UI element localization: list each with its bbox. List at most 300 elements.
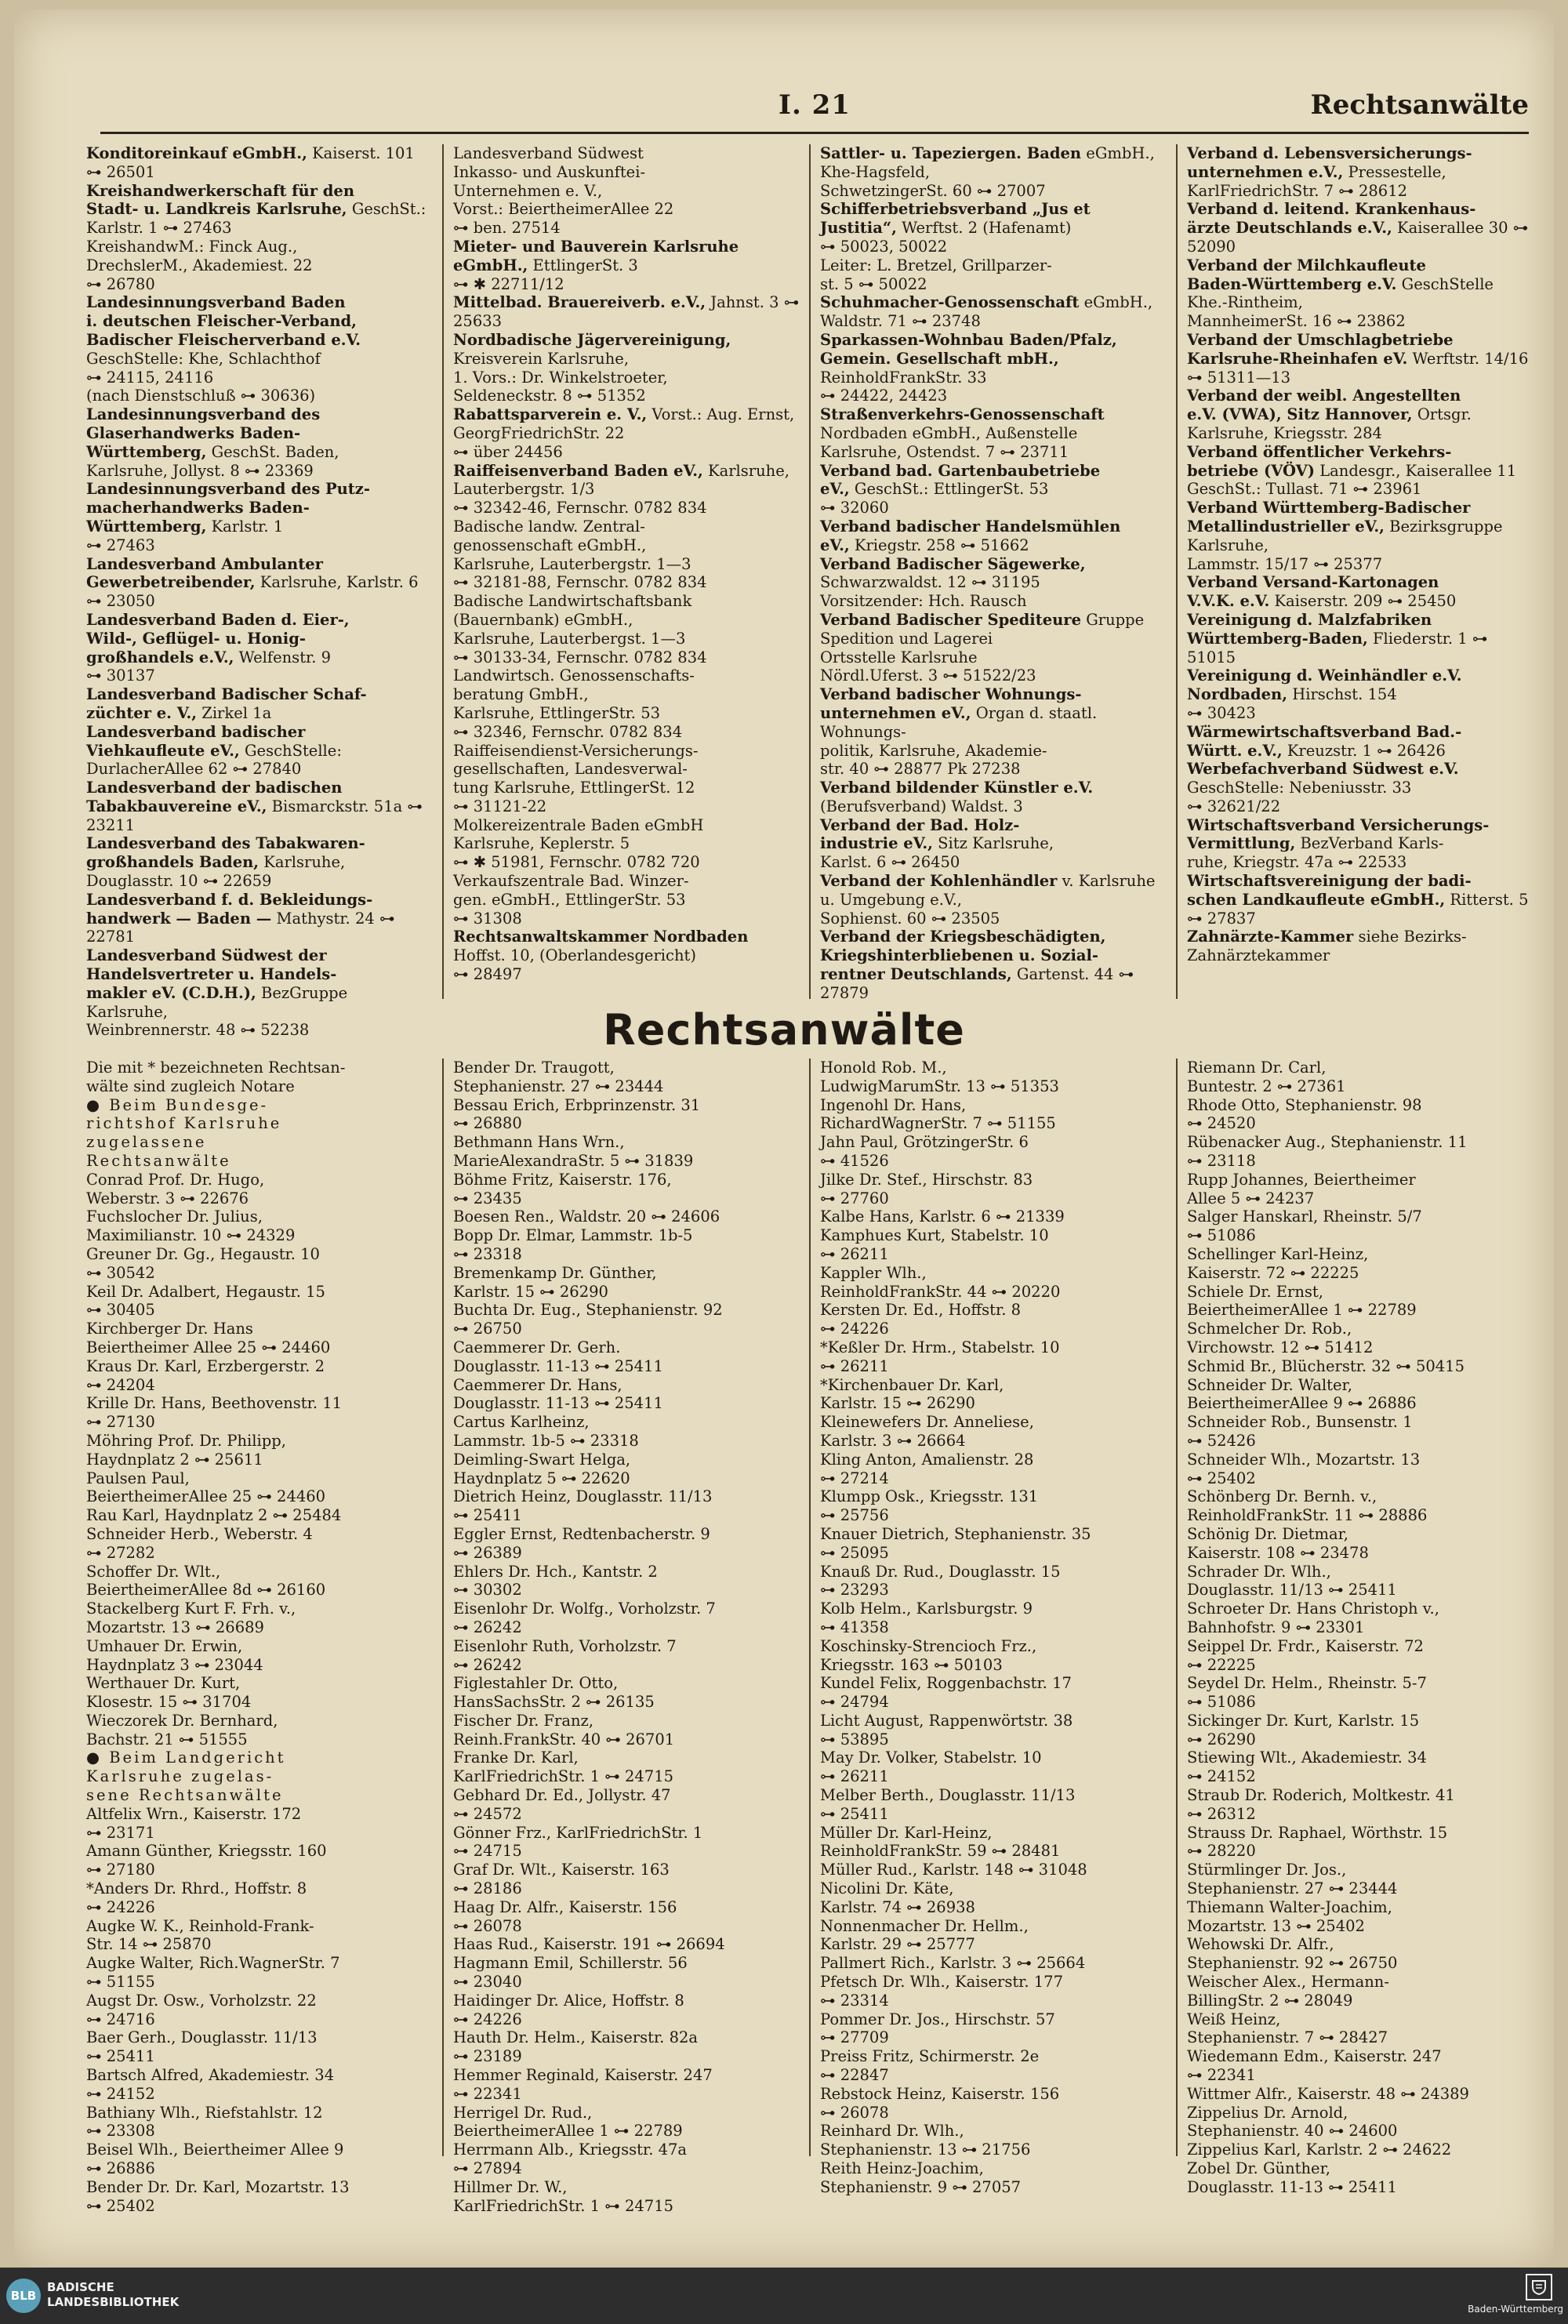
lawyer-entry: Graf Dr. Wlt., Kaiserstr. 163 ⊶ 28186 [453,1861,670,1898]
lawyer-entry: Greuner Dr. Gg., Hegaustr. 10 ⊶ 30542 [86,1244,320,1282]
entry-name: Verband der Milchkaufleute Baden-Württemberg e.V. [1187,256,1426,293]
lawyer-entry: Kappler Wlh., ReinholdFrankStr. 44 ⊶ 20220 [820,1263,1061,1301]
lawyer-entry: Kleinewefers Dr. Anneliese, Karlstr. 3 ⊶ 26664 [820,1413,1034,1450]
entry-details: siehe Bezirks-Zahnärztekammer [1187,928,1467,965]
entry-name: Kreishandwerkerschaft für den Stadt- u. Landkreis Karlsruhe, [86,181,354,219]
lawyer-entry: Pfetsch Dr. Wlh., Kaiserstr. 177 ⊶ 23314 [820,1973,1063,2010]
entry-name: Vereinigung d. Weinhändler e.V. Nordbaden, [1187,666,1462,704]
directory-entry [820,872,1167,928]
entry-details: Schwarzwaldst. 12 ⊶ 31195 Vorsitzender: Hch. Rausch [820,573,1040,611]
lawyer-entry: Die mit * bezeichneten Rechtsan- wälte sind zugleich Notare [86,1059,346,1095]
entry-details: Gartenst. 44 ⊶ 27879 [820,965,1134,1002]
entry-details: BezVerband Karls- ruhe, Kriegstr. 47a ⊶ 22533 [1187,834,1444,872]
directory-entry [453,666,800,741]
entry-name: Landesinnungsverband des Putz- macherhandwerks Baden- Württemberg, [86,480,370,536]
directory-entry [1187,816,1534,872]
lawyer-entry: Beisel Wlh., Beiertheimer Allee 9 ⊶ 26886 [86,2141,344,2178]
entry-name: Verband Württemberg-Badischer Metallindustrieller eV., [1187,499,1471,536]
lawyer-entry: Hillmer Dr. W., KarlFriedrichStr. 1 ⊶ 24715 [453,2177,674,2215]
directory-entry [453,517,800,592]
entry-details: eGmbH., Waldstr. 71 ⊶ 23748 [820,293,1153,331]
lawyer-entry: Müller Rud., Karlstr. 148 ⊶ 31048 [820,1861,1087,1879]
lawyer-entry: Bathiany Wlh., Riefstahlstr. 12 ⊶ 23308 [86,2103,323,2141]
entry-name: Landesverband f. d. Bekleidungs- handwerk — Baden — [86,890,373,928]
entry-details: Kaiserallee 30 ⊶ 52090 [1187,219,1529,256]
entry-name: Schifferbetriebsverband „Jus et Justitia“, [820,200,1091,238]
lawyer-entry: Haag Dr. Alfr., Kaiserstr. 156 ⊶ 26078 [453,1897,677,1935]
lawyer-entry: Fuchslocher Dr. Julius, Maximilianstr. 10 ⊶ 24329 [86,1207,296,1245]
entry-details: Badische Landwirtschaftsbank (Bauernbank) eGmbH., Karlsruhe, Lauterbergst. 1—3 ⊶ 30133-34, Fernschr. 0782 834 [453,592,707,666]
lawyer-entry: *Keßler Dr. Hrm., Stabelstr. 10 ⊶ 26211 [820,1338,1060,1375]
lawyer-entry: Sickinger Dr. Kurt, Karlstr. 15 ⊶ 26290 [1187,1711,1420,1748]
entry-name: Landesinnungsverband des Glaserhandwerks Baden- Württemberg, [86,405,321,461]
library-footer [0,2268,1568,2324]
directory-entry [453,405,800,461]
lawyer-entry: Pallmert Rich., Karlstr. 3 ⊶ 25664 [820,1954,1086,1973]
lawyer-entry: Buchta Dr. Eug., Stephanienstr. 92 ⊶ 26750 [453,1301,723,1338]
top-column-2 [442,144,809,999]
directory-entry [453,742,800,816]
directory-entry [453,872,800,928]
directory-entry [1187,387,1534,442]
lawyer-entry: Haidinger Dr. Alice, Hoffstr. 8 ⊶ 24226 [453,1991,684,2028]
entry-details: Pressestelle, KarlFriedrichStr. 7 ⊶ 28612 [1187,162,1446,200]
entry-name: Wirtschaftsvereinigung der badi- schen Landkaufleute eGmbH., [1187,872,1472,909]
entry-details: Karlstr. 1 ⊶ 27463 [86,517,284,554]
lawyer-entry: Bethmann Hans Wrn., MarieAlexandraStr. 5 ⊶ 31839 [453,1133,694,1170]
entry-details: Gruppe Spedition und Lagerei Ortsstelle Karlsruhe Nördl.Uferst. 3 ⊶ 51522/23 [820,610,1145,685]
lawyer-entry: Knauß Dr. Rud., Douglasstr. 15 ⊶ 23293 [820,1562,1061,1600]
entry-name: Verband d. leitend. Krankenhaus- ärzte Deutschlands e.V., [1187,200,1476,238]
entry-details: GeschStelle Khe.-Rintheim, MannheimerSt. 16 ⊶ 23862 [1187,274,1494,331]
entry-name: Landesverband Südwest der Handelsvertreter u. Handels- makler eV. (C.D.H.), [86,946,337,1002]
directory-entry [453,816,800,872]
entry-details: GeschStelle: Khe, Schlachthof ⊶ 24115, 24116 (nach Dienstschluß ⊶ 30636) [86,349,321,405]
entry-details: Karlsruhe, Lauterbergstr. 1/3 ⊶ 32342-46, Fernschr. 0782 834 [453,461,789,517]
lawyer-entry: Salger Hanskarl, Rheinstr. 5/7 ⊶ 51086 [1187,1207,1422,1245]
entry-name: Verband bildender Künstler e.V. [820,779,1094,797]
entry-name: Rabattsparverein e. V., [453,405,648,424]
lawyer-entry: Herrmann Alb., Kriegsstr. 47a ⊶ 27894 [453,2141,688,2178]
directory-entry [86,144,433,182]
lawyer-entry: Wiedemann Edm., Kaiserstr. 247 ⊶ 22341 [1187,2047,1442,2085]
directory-entry [820,293,1167,331]
entry-details: GeschSt.: EttlingerSt. 53 ⊶ 32060 [820,480,1049,517]
entry-name: Landesinnungsverband Baden i. deutschen Fleischer-Verband, Badischer Fleischerverband e.V. [86,293,361,349]
lawyer-entry: Weiß Heinz, Stephanienstr. 7 ⊶ 28427 [1187,2010,1388,2047]
entry-name: Wärmewirtschaftsverband Bad.- Württ. e.V., [1187,722,1462,760]
lawyer-entry: Schrader Dr. Wlh., Douglasstr. 11/13 ⊶ 25411 [1187,1562,1397,1600]
directory-entry [820,685,1167,779]
entry-details: Werftst. 2 (Hafenamt) ⊶ 50023, 50022 Leiter: L. Bretzel, Grillparzer- st. 5 ⊶ 50022 [820,219,1072,293]
entry-name: Verband der Bad. Holz- industrie eV., [820,815,1020,853]
lawyer-entry: Caemmerer Dr. Gerh. Douglasstr. 11-13 ⊶ 25411 [453,1338,663,1375]
entry-name: Verband der Umschlagbetriebe Karlsruhe-Rheinhafen eV. [1187,330,1454,368]
entry-name: Landesverband der badischen Tabakbauvereine eV., [86,779,343,815]
directory-entry [453,293,800,331]
directory-entry [86,834,433,890]
lawyer-entry: Schmelcher Dr. Rob., Virchowstr. 12 ⊶ 51412 [1187,1320,1374,1356]
directory-entry [820,405,1167,461]
entry-details: GeschSt.: Karlstr. 1 ⊶ 27463 KreishandwM.: Finck Aug., DrechslerM., Akademiest. 22 ⊶ 26780 [86,200,426,293]
lawyer-entry: Altfelix Wrn., Kaiserstr. 172 ⊶ 23171 [86,1804,302,1842]
lawyer-entry: Boesen Ren., Waldstr. 20 ⊶ 24606 [453,1207,720,1226]
lawyer-entry: Straub Dr. Roderich, Moltkestr. 41 ⊶ 26312 [1187,1786,1455,1823]
lawyer-entry: Zobel Dr. Günther, Douglasstr. 11-13 ⊶ 25411 [1187,2159,1397,2196]
lawyer-entry: Umhauer Dr. Erwin, Haydnplatz 3 ⊶ 23044 [86,1636,263,1674]
entry-name: Sparkassen-Wohnbau Baden/Pfalz, Gemein. Gesellschaft mbH., [820,330,1117,368]
lawyer-entry: Kamphues Kurt, Stabelstr. 10 ⊶ 26211 [820,1226,1049,1263]
lawyer-entry: Cartus Karlheinz, Lammstr. 1b-5 ⊶ 23318 [453,1413,639,1450]
lawyer-entry: Haas Rud., Kaiserstr. 191 ⊶ 26694 [453,1935,725,1954]
lawyer-entry: Melber Berth., Douglasstr. 11/13 ⊶ 25411 [820,1786,1076,1823]
running-title: Rechtsanwälte [1310,89,1529,121]
directory-entry [1187,200,1534,256]
entry-details: GeschSt. Baden, Karlsruhe, Jollyst. 8 ⊶ 23369 [86,442,339,480]
blb-logo: BLB [6,2279,41,2313]
directory-entry [820,200,1167,293]
top-column-4 [1176,144,1543,999]
lawyer-entry: Riemann Dr. Carl, Buntestr. 2 ⊶ 27361 [1187,1059,1346,1095]
lawyer-entry: Bender Dr. Dr. Karl, Mozartstr. 13 ⊶ 25402 [86,2177,350,2215]
directory-entry [820,462,1167,517]
entry-name: Mieter- und Bauverein Karlsruhe eGmbH., [453,237,739,274]
entry-name: Konditoreinkauf eGmbH., [86,144,307,162]
entry-details: eGmbH., Khe-Hagsfeld, SchwetzingerSt. 60 ⊶ 27007 [820,144,1155,200]
lawyer-entry: Kundel Felix, Roggenbachstr. 17 ⊶ 24794 [820,1674,1072,1712]
directory-entry [453,928,800,983]
lawyer-entry: Bremenkamp Dr. Günther, Karlstr. 15 ⊶ 26290 [453,1263,657,1301]
lawyer-entry: Stiewing Wlt., Akademiestr. 34 ⊶ 24152 [1187,1748,1427,1786]
entry-details: Organ d. staatl. Wohnungs- politik, Karlsruhe, Akademie- str. 40 ⊶ 28877 Pk 27238 [820,703,1098,779]
entry-name: Verband d. Lebensversicherungs- unternehmen e.V., [1187,144,1472,181]
directory-entry [1187,872,1534,928]
entry-details: Kaiserst. 101 ⊶ 26501 [86,144,415,181]
lawyer-entry: Schönberg Dr. Bernh. v., ReinholdFrankStr. 11 ⊶ 28886 [1187,1487,1428,1525]
bottom-column-3 [809,1059,1176,2196]
entry-name: Verband der weibl. Angestellten e.V. (VWA), Sitz Hannover, [1187,387,1461,424]
entry-details: Vorst.: Aug. Ernst, GeorgFriedrichStr. 22 ⊶ über 24456 [453,405,795,461]
entry-name: Verband der Kohlenhändler [820,872,1058,891]
lawyer-entry: Bender Dr. Traugott, Stephanienstr. 27 ⊶ 23444 [453,1059,664,1095]
entry-details: Jahnst. 3 ⊶ 25633 [453,293,800,331]
entry-name: Mittelbad. Brauereiverb. e.V., [453,293,706,312]
page-number: I. 21 [779,89,851,121]
entry-details: Karlsruhe, Karlstr. 6 ⊶ 23050 [86,573,419,611]
entry-name: Verband Badischer Spediteure [820,610,1081,629]
directory-entry [1187,499,1534,573]
entry-name: Landesverband Baden d. Eier-, Wild-, Geflügel- u. Honig- großhandels e.V., [86,610,350,666]
entry-name: Nordbadische Jägervereinigung, [453,330,731,349]
directory-entry [1187,331,1534,387]
lawyer-entry: *Kirchenbauer Dr. Karl, Karlstr. 15 ⊶ 26290 [820,1375,1004,1413]
directory-entry [86,779,433,834]
lawyer-entry: Rau Karl, Haydnplatz 2 ⊶ 25484 [86,1506,342,1525]
lawyer-entry: Hauth Dr. Helm., Kaiserstr. 82a ⊶ 23189 [453,2028,699,2066]
lawyer-entry: Schneider Dr. Walter, BeiertheimerAllee 9 ⊶ 26886 [1187,1375,1417,1413]
directory-entry [1187,666,1534,722]
lawyer-entry: Ingenohl Dr. Hans, RichardWagnerStr. 7 ⊶ 51155 [820,1095,1056,1133]
entry-name: Verband öffentlicher Verkehrs- betriebe (VÖV) [1187,442,1452,480]
lawyer-entry: Rebstock Heinz, Kaiserstr. 156 ⊶ 26078 [820,2084,1060,2122]
lawyer-entry: Deimling-Swart Helga, Haydnplatz 5 ⊶ 22620 [453,1450,631,1487]
library-name: BADISCHE LANDESBIBLIOTHEK [47,2280,180,2309]
lawyer-entry: Schneider Rob., Bunsenstr. 1 ⊶ 52426 [1187,1413,1413,1450]
directory-entry [820,779,1167,816]
lawyer-entry: Zippelius Karl, Karlstr. 2 ⊶ 24622 [1187,2141,1452,2159]
entry-details: Landesverband Südwest Inkasso- und Auskunftei- Unternehmen e. V., Vorst.: BeiertheimerAllee 22 ⊶ ben. 27514 [453,144,674,238]
entry-details: Kreisverein Karlsruhe, 1. Vors.: Dr. Winkelstroeter, Seldeneckstr. 8 ⊶ 51352 [453,349,668,405]
lawyer-entry: Rupp Johannes, Beiertheimer Allee 5 ⊶ 24237 [1187,1170,1416,1207]
lawyer-entry: Augke Walter, Rich.WagnerStr. 7 ⊶ 51155 [86,1954,340,1992]
directory-entry [820,331,1167,405]
directory-entry [1187,760,1534,815]
entry-details: Bezirksgruppe Karlsruhe, Lammstr. 15/17 ⊶ 25377 [1187,517,1503,573]
lawyer-entry: Eisenlohr Dr. Wolfg., Vorholzstr. 7 ⊶ 26242 [453,1600,716,1636]
entry-name: Rechtsanwaltskammer Nordbaden [453,928,749,946]
lawyer-entry: Augst Dr. Osw., Vorholzstr. 22 ⊶ 24716 [86,1991,317,2028]
entry-name: Zahnärzte-Kammer [1187,928,1354,946]
entry-details: GeschStelle: Nebeniusstr. 33 ⊶ 32621/22 [1187,779,1412,815]
entry-name: Schuhmacher-Genossenschaft [820,293,1080,312]
lawyer-entry: Gönner Frz., KarlFriedrichStr. 1 ⊶ 24715 [453,1823,703,1861]
directory-entry [1187,723,1534,761]
entry-details: Ritterst. 5 ⊶ 27837 [1187,890,1529,928]
lawyer-entry: Rübenacker Aug., Stephanienstr. 11 ⊶ 23118 [1187,1133,1468,1170]
directory-entry [86,555,433,611]
entry-name: Landesverband des Tabakwaren- großhandels Baden, [86,834,365,872]
directory-entry [820,928,1167,1002]
lawyer-entry: Fischer Dr. Franz, Reinh.FrankStr. 40 ⊶ 26701 [453,1711,675,1748]
entry-details: Sitz Karlsruhe, Karlst. 6 ⊶ 26450 [820,834,1054,872]
entry-name: Landesverband badischer Viehkaufleute eV., [86,722,306,760]
entry-details: Nordbaden eGmbH., Außenstelle Karlsruhe, Ostendst. 7 ⊶ 23711 [820,423,1078,461]
entry-details: Fliederstr. 1 ⊶ 51015 [1187,629,1488,666]
lawyer-entry: Dietrich Heinz, Douglasstr. 11/13 ⊶ 25411 [453,1487,713,1525]
lawyer-entry: Preiss Fritz, Schirmerstr. 2e ⊶ 22847 [820,2047,1040,2085]
entry-name: Verband der Kriegsbeschädigten, Kriegshinterbliebenen u. Sozial- rentner Deutschlands, [820,928,1106,984]
lawyer-entry: Hemmer Reginald, Kaiserstr. 247 ⊶ 22341 [453,2066,713,2103]
entry-details: Kaiserstr. 209 ⊶ 25450 [1274,592,1457,611]
entry-details: Hirschst. 154 ⊶ 30423 [1187,685,1397,722]
lawyer-entry: Baer Gerh., Douglasstr. 11/13 ⊶ 25411 [86,2028,318,2066]
lawyer-entry: Schiele Dr. Ernst, BeiertheimerAllee 1 ⊶ 22789 [1187,1282,1417,1320]
directory-entry [453,238,800,293]
lawyer-entry: Kolb Helm., Karlsburgstr. 9 ⊶ 41358 [820,1600,1033,1636]
lawyer-entry: Bopp Dr. Elmar, Lammstr. 1b-5 ⊶ 23318 [453,1226,693,1263]
lawyer-entry: Zippelius Dr. Arnold, Stephanienstr. 40 ⊶ 24600 [1187,2103,1398,2141]
lawyer-entry: Schneider Herb., Weberstr. 4 ⊶ 27282 [86,1524,313,1562]
entry-details: Landesgr., Kaiserallee 11 GeschSt.: Tullast. 71 ⊶ 23961 [1187,461,1517,499]
lawyer-entry: Schoffer Dr. Wlt., BeiertheimerAllee 8d ⊶ 26160 [86,1562,326,1600]
lawyer-entry: Honold Rob. M., LudwigMarumStr. 13 ⊶ 51353 [820,1059,1059,1095]
lawyer-entry: Wehowski Dr. Alfr., Stephanienstr. 92 ⊶ 26750 [1187,1935,1398,1973]
lawyer-entry: Knauer Dietrich, Stephanienstr. 35 ⊶ 25095 [820,1524,1091,1562]
lawyer-entry: Krille Dr. Hans, Beethovenstr. 11 ⊶ 27130 [86,1394,343,1432]
lawyer-entry: Möhring Prof. Dr. Philipp, Haydnplatz 2 ⊶ 25611 [86,1431,286,1469]
entry-details: Werftstr. 14/16 ⊶ 51311—13 [1187,349,1529,387]
lawyer-entry: Figlestahler Dr. Otto, HansSachsStr. 2 ⊶ 26135 [453,1674,655,1712]
directory-entry [86,405,433,480]
lawyer-entry: Nonnenmacher Dr. Hellm., Karlstr. 29 ⊶ 25777 [820,1916,1029,1954]
lawyer-entry: Paulsen Paul, BeiertheimerAllee 25 ⊶ 24460 [86,1469,326,1506]
lawyer-entry: Schellinger Karl-Heinz, Kaiserstr. 72 ⊶ 22225 [1187,1244,1369,1282]
coat-of-arms-icon [1526,2274,1552,2300]
top-column-3 [809,144,1176,1002]
region-name: Baden-Württemberg [1468,2304,1563,2315]
lawyer-entry: Jahn Paul, GrötzingerStr. 6 ⊶ 41526 [820,1133,1029,1170]
entry-details: Mathystr. 24 ⊶ 22781 [86,909,395,946]
page-header [100,85,1529,134]
lawyer-entry: Schönig Dr. Dietmar, Kaiserstr. 108 ⊶ 23478 [1187,1524,1369,1562]
directory-entry [86,723,433,779]
directory-entry [1187,256,1534,331]
lawyer-entry: Conrad Prof. Dr. Hugo, Weberstr. 3 ⊶ 22676 [86,1170,265,1207]
lawyer-entry: Licht August, Rappenwörtstr. 38 ⊶ 53895 [820,1711,1073,1748]
entry-details: Kriegstr. 258 ⊶ 51662 [854,536,1029,554]
directory-entry [820,517,1167,555]
lawyer-entry: Kalbe Hans, Karlstr. 6 ⊶ 21339 [820,1207,1065,1226]
lawyer-entry: Rhode Otto, Stephanienstr. 98 ⊶ 24520 [1187,1095,1422,1133]
lawyer-entry: *Anders Dr. Rhrd., Hoffstr. 8 ⊶ 24226 [86,1879,307,1916]
entry-details: Badische landw. Zentral- genossenschaft eGmbH., Karlsruhe, Lauterbergstr. 1—3 ⊶ 32181-88, Fernschr. 0782 834 [453,517,707,592]
lawyer-entry: Stackelberg Kurt F. Frh. v., Mozartstr. 13 ⊶ 26689 [86,1600,296,1636]
lawyer-entry: Nicolini Dr. Käte, Karlstr. 74 ⊶ 26938 [820,1879,975,1916]
directory-entry [820,816,1167,872]
entry-details: Verkaufszentrale Bad. Winzer- gen. eGmbH., EttlingerStr. 53 ⊶ 31308 [453,872,689,928]
lawyer-entry: Weischer Alex., Hermann- BillingStr. 2 ⊶ 28049 [1187,1973,1389,2010]
lawyer-entry: Kirchberger Dr. Hans Beiertheimer Allee 25 ⊶ 24460 [86,1320,331,1356]
entry-details: Karlsruhe, Douglasstr. 10 ⊶ 22659 [86,853,346,891]
lawyer-entry: Bessau Erich, Erbprinzenstr. 31 ⊶ 26880 [453,1095,701,1133]
directory-entry [820,144,1167,200]
lawyer-entry: Seydel Dr. Helm., Rheinstr. 5-7 ⊶ 51086 [1187,1674,1427,1712]
lawyer-entry: Müller Dr. Karl-Heinz, ReinholdFrankStr. 59 ⊶ 28481 [820,1823,1061,1861]
directory-entry [453,331,800,405]
entry-details: Bismarckstr. 51a ⊶ 23211 [86,797,423,834]
entry-name: Verband Badischer Sägewerke, [820,554,1086,573]
lawyers-listing [86,1059,1543,2215]
lawyer-entry: Reith Heinz-Joachim, Stephanienstr. 9 ⊶ 27057 [820,2159,1022,2196]
directory-entry [86,891,433,946]
lawyer-entry: Koschinsky-Strencioch Frz., Kriegsstr. 163 ⊶ 50103 [820,1636,1037,1674]
lawyer-entry: Pommer Dr. Jos., Hirschstr. 57 ⊶ 27709 [820,2010,1055,2047]
lawyer-entry: Eggler Ernst, Redtenbacherstr. 9 ⊶ 26389 [453,1524,710,1562]
directory-entry [86,293,433,405]
lawyer-entry: Jilke Dr. Stef., Hirschstr. 83 ⊶ 27760 [820,1170,1033,1207]
lawyer-entry: Ehlers Dr. Hch., Kantstr. 2 ⊶ 30302 [453,1562,658,1600]
directory-entry [1187,443,1534,499]
directory-entry [453,592,800,666]
lawyer-entry: Kraus Dr. Karl, Erzbergerstr. 2 ⊶ 24204 [86,1356,325,1394]
entry-details: GeschStelle: DurlacherAllee 62 ⊶ 27840 [86,741,342,779]
entry-details: Hoffst. 10, (Oberlandesgericht) ⊶ 28497 [453,946,696,984]
directory-entry [820,555,1167,611]
directory-entry [1187,144,1534,200]
directory-entry [1187,573,1534,611]
directory-entry [453,144,800,238]
directory-entry [453,462,800,517]
directory-entry [1187,928,1534,965]
lawyer-entry: Thiemann Walter-Joachim, Mozartstr. 13 ⊶ 25402 [1187,1897,1392,1935]
lawyer-entry: Klumpp Osk., Kriegsstr. 131 ⊶ 25756 [820,1487,1039,1525]
bottom-column-4 [1176,1059,1543,2196]
directory-entry [86,182,433,294]
entry-details: ReinholdFrankStr. 33 ⊶ 24422, 24423 [820,368,987,405]
lawyer-entry: Schneider Wlh., Mozartstr. 13 ⊶ 25402 [1187,1450,1421,1487]
lawyer-entry: Augke W. K., Reinhold-Frank- Str. 14 ⊶ 25870 [86,1916,314,1954]
entry-details: Landwirtsch. Genossenschafts- beratung GmbH., Karlsruhe, EttlingerStr. 53 ⊶ 32346, Fernschr. 0782 834 [453,666,695,741]
lawyer-entry: Kling Anton, Amalienstr. 28 ⊶ 27214 [820,1450,1034,1487]
lawyer-entry: Wittmer Alfr., Kaiserstr. 48 ⊶ 24389 [1187,2084,1469,2103]
lawyer-entry: Herrigel Dr. Rud., BeiertheimerAllee 1 ⊶ 22789 [453,2103,683,2141]
entry-details: Kreuzstr. 1 ⊶ 26426 [1287,741,1446,760]
lawyer-entry: Schmid Br., Blücherstr. 32 ⊶ 50415 [1187,1356,1465,1375]
entry-name: Verband badischer Handelsmühlen eV., [820,517,1121,554]
lawyer-entry: May Dr. Volker, Stabelstr. 10 ⊶ 26211 [820,1748,1042,1786]
lawyer-entry: Böhme Fritz, Kaiserstr. 176, ⊶ 23435 [453,1170,672,1207]
lawyer-entry: Wieczorek Dr. Bernhard, Bachstr. 21 ⊶ 51555 [86,1711,278,1748]
lawyer-entry: Keil Dr. Adalbert, Hegaustr. 15 ⊶ 30405 [86,1282,325,1320]
entry-details: BezGruppe Karlsruhe, Weinbrennerstr. 48 ⊶ 52238 [86,983,348,1040]
court-heading: ● Beim Landgericht Karlsruhe zugelas- sene Rechtsanwälte [86,1748,286,1805]
lawyer-entry: Strauss Dr. Raphael, Wörthstr. 15 ⊶ 28220 [1187,1823,1448,1861]
entry-name: Verband Versand-Kartonagen V.V.K. e.V. [1187,573,1439,611]
lawyer-entry: Kersten Dr. Ed., Hoffstr. 8 ⊶ 24226 [820,1301,1021,1338]
bottom-column-1 [86,1059,442,2215]
lawyer-entry: Reinhard Dr. Wlh., Stephanienstr. 13 ⊶ 21756 [820,2122,1031,2159]
entry-details: (Berufsverband) Waldst. 3 [820,797,1023,815]
entry-name: Vereinigung d. Malzfabriken Württemberg-Baden, [1187,610,1432,648]
entry-name: Verband badischer Wohnungs- unternehmen eV., [820,685,1082,722]
entry-name: Wirtschaftsverband Versicherungs- Vermittlung, [1187,815,1490,853]
lawyer-entry: Franke Dr. Karl, KarlFriedrichStr. 1 ⊶ 24715 [453,1748,674,1786]
entry-name: Landesverband Badischer Schaf- züchter e. V., [86,685,367,722]
entry-details: Raiffeisendienst-Versicherungs- gesellschaften, Landesverwal- tung Karlsruhe, EttlingerSt. 12 ⊶ 31121-22 [453,741,699,815]
bottom-column-2 [442,1059,809,2215]
entry-details: EttlingerSt. 3 ⊶ ✱ 22711/12 [453,256,638,293]
entry-name: Raiffeisenverband Baden eV., [453,461,703,480]
lawyer-entry: Seippel Dr. Frdr., Kaiserstr. 72 ⊶ 22225 [1187,1636,1424,1674]
directory-entry [86,611,433,685]
lawyer-entry: Hagmann Emil, Schillerstr. 56 ⊶ 23040 [453,1954,688,1992]
entry-name: Straßenverkehrs-Genossenschaft [820,405,1105,424]
section-title: Rechtsanwälte [603,1005,965,1055]
lawyer-entry: Caemmerer Dr. Hans, Douglasstr. 11-13 ⊶ 25411 [453,1375,663,1413]
entry-details: Zirkel 1a [201,703,272,722]
court-heading: ● Beim Bundesge- richtshof Karlsruhe zugelassene Rechtsanwälte [86,1095,282,1170]
top-column-1 [86,144,442,1040]
lawyer-entry: Stürmlinger Dr. Jos., Stephanienstr. 27 ⊶ 23444 [1187,1861,1398,1898]
entry-details: Welfenstr. 9 ⊶ 30137 [86,648,332,685]
lawyer-entry: Eisenlohr Ruth, Vorholzstr. 7 ⊶ 26242 [453,1636,677,1674]
lawyer-entry: Werthauer Dr. Kurt, Klosestr. 15 ⊶ 31704 [86,1674,252,1712]
lawyer-entry: Gebhard Dr. Ed., Jollystr. 47 ⊶ 24572 [453,1786,671,1823]
entry-details: Molkereizentrale Baden eGmbH Karlsruhe, Keplerstr. 5 ⊶ ✱ 51981, Fernschr. 0782 720 [453,815,704,872]
entry-name: Verband bad. Gartenbaubetriebe eV., [820,461,1101,499]
entry-name: Landesverband Ambulanter Gewerbetreibender, [86,554,323,592]
entry-name: Werbefachverband Südwest e.V. [1187,760,1459,779]
entry-details: v. Karlsruhe u. Umgebung e.V., Sophienst. 60 ⊶ 23505 [820,872,1156,928]
lawyer-entry: Bartsch Alfred, Akademiestr. 34 ⊶ 24152 [86,2066,335,2103]
directory-entry [86,480,433,554]
lawyer-entry: Amann Günther, Kriegsstr. 160 ⊶ 27180 [86,1842,327,1879]
directory-entry [86,685,433,723]
entry-details: Ortsgr. Karlsruhe, Kriegsstr. 284 [1187,405,1472,442]
directory-entry [820,611,1167,685]
entry-name: Sattler- u. Tapeziergen. Baden [820,144,1082,162]
directory-entry [1187,611,1534,666]
